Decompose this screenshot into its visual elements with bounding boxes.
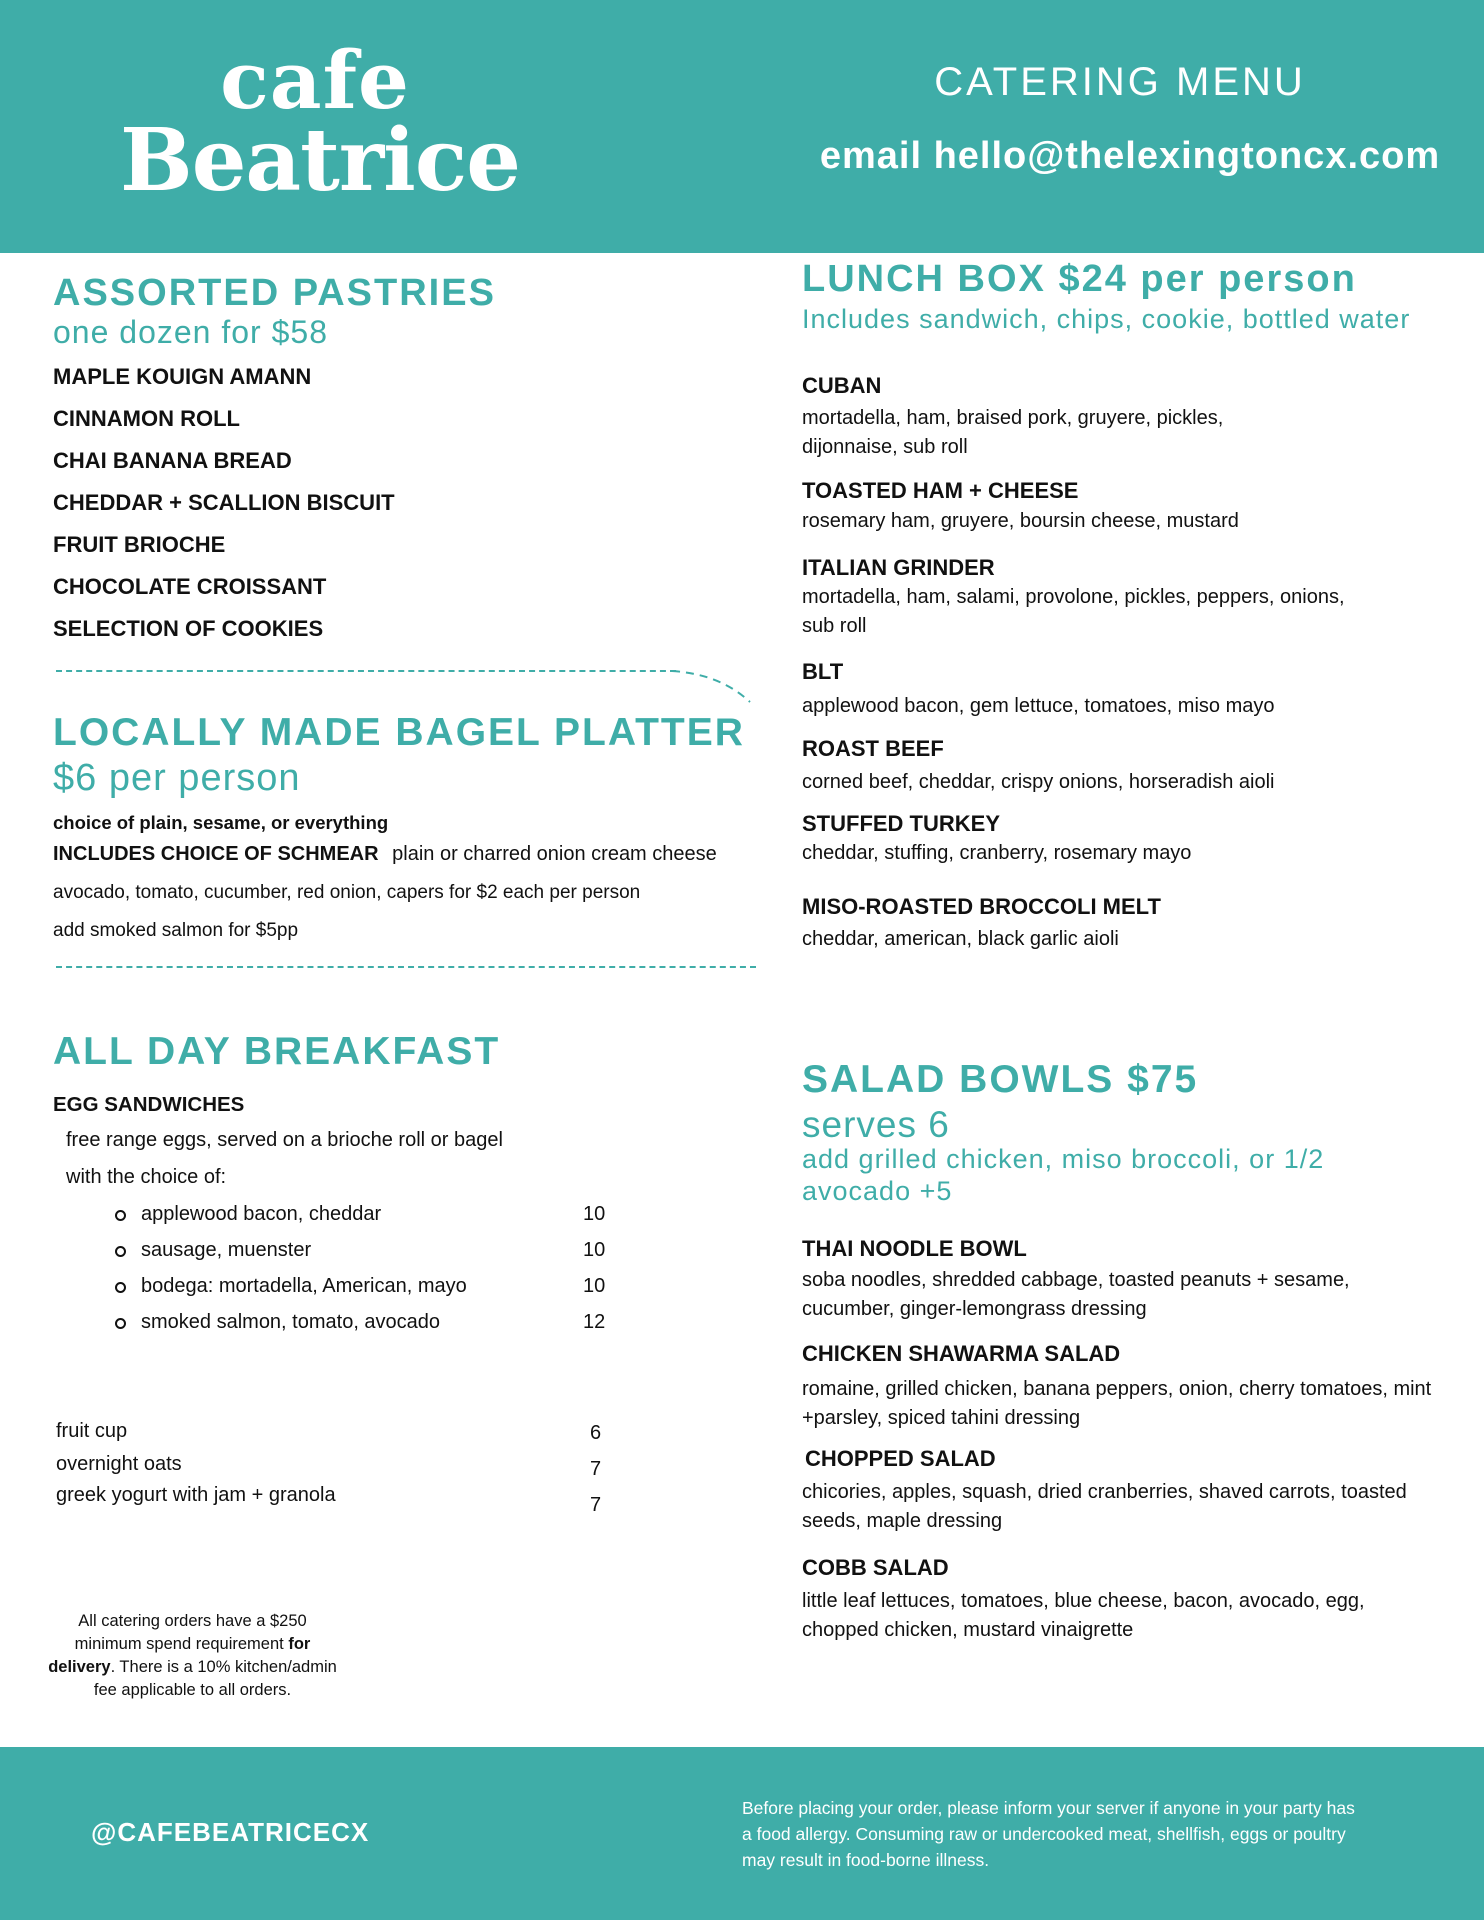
side-item-price: 6 [590,1422,602,1444]
side-item-price: 7 [590,1458,602,1480]
salad-item-name: COBB SALAD [802,1555,949,1580]
list-item: CINNAMON ROLL [53,406,240,431]
salad-item-desc: chicories, apples, squash, dried cranberries, shaved carrots, toasted seeds, maple dressing [802,1481,1407,1532]
logo-line-cafe: cafe [220,33,410,127]
egg-option-price: 10 [583,1239,606,1261]
egg-option-name: sausage, muenster [141,1239,312,1261]
list-item: MAPLE KOUIGN AMANN [53,364,312,389]
pastries-subtitle: one dozen for $58 [53,314,328,350]
list-item: CHOCOLATE CROISSANT [53,574,327,599]
lunch-item-name: ITALIAN GRINDER [802,555,995,580]
note-text: . There is a 10% kitchen/admin fee applicable to all orders. [93,1658,337,1699]
list-item: FRUIT BRIOCHE [53,532,226,557]
egg-option-row [115,1275,635,1305]
bagel-salmon: add smoked salmon for $5pp [53,920,299,941]
side-item-price: 7 [590,1494,602,1516]
bagel-addons: avocado, tomato, cucumber, red onion, capers for $2 each per person [53,882,641,903]
egg-option-price: 10 [583,1275,606,1297]
lunch-item-name: BLT [802,659,844,684]
salad-item-name: THAI NOODLE BOWL [802,1236,1027,1261]
lunch-item-name: STUFFED TURKEY [802,811,1000,836]
cafe-beatrice-logo [120,33,520,211]
divider-curl [670,664,760,714]
egg-option-name: applewood bacon, cheddar [141,1203,382,1225]
bagel-title: LOCALLY MADE BAGEL PLATTER [53,711,745,754]
egg-option-price: 12 [583,1311,606,1333]
schmear-label: INCLUDES CHOICE OF SCHMEAR [53,843,379,865]
side-item-name: overnight oats [56,1453,182,1475]
egg-option-name: smoked salmon, tomato, avocado [141,1311,441,1333]
side-item-name: greek yogurt with jam + granola [56,1484,336,1506]
egg-desc-line1: free range eggs, served on a brioche roll or bagel [66,1129,503,1151]
lunch-item-name: TOASTED HAM + CHEESE [802,478,1079,503]
bullet-icon [115,1318,126,1329]
lunch-item-desc: rosemary ham, gruyere, boursin cheese, mustard [802,510,1239,532]
section-divider [56,966,756,968]
bullet-icon [115,1246,126,1257]
side-item-name: fruit cup [56,1420,128,1442]
list-item: SELECTION OF COOKIES [53,616,324,641]
bullet-icon [115,1282,126,1293]
catering-minimum-note [45,1610,340,1702]
salad-bowls-title: SALAD BOWLS $75 [802,1058,1199,1101]
salad-item-desc: soba noodles, shredded cabbage, toasted peanuts + sesame, cucumber, ginger-lemongrass dressing [802,1269,1350,1320]
egg-desc-line2: with the choice of: [66,1166,227,1188]
salad-item-name: CHICKEN SHAWARMA SALAD [802,1341,1121,1366]
pastries-title: ASSORTED PASTRIES [53,272,496,314]
lunch-item-desc: mortadella, ham, braised pork, gruyere, pickles, dijonnaise, sub roll [802,407,1224,458]
lunch-item-desc: cheddar, american, black garlic aioli [802,928,1119,950]
salad-bowls-addon: add grilled chicken, miso broccoli, or 1/2 avocado +5 [802,1144,1325,1206]
salad-item-desc: little leaf lettuces, tomatoes, blue cheese, bacon, avocado, egg, chopped chicken, mustard vinaigrette [802,1590,1365,1641]
note-text: All catering orders have a $250 minimum spend requirement [74,1612,307,1653]
lunch-item-desc: cheddar, stuffing, cranberry, rosemary mayo [802,842,1192,864]
bagel-choice: choice of plain, sesame, or everything [53,812,389,833]
egg-option-price: 10 [583,1203,606,1225]
lunch-box-title: LUNCH BOX $24 per person [802,258,1357,300]
egg-option-name: bodega: mortadella, American, mayo [141,1275,467,1297]
lunch-item-name: MISO-ROASTED BROCCOLI MELT [802,894,1161,919]
lunch-box-subtitle: Includes sandwich, chips, cookie, bottled water [802,304,1411,334]
logo-line-beatrice: Beatrice [120,110,520,211]
salad-bowls-subtitle: serves 6 [802,1104,950,1145]
lunch-item-desc: mortadella, ham, salami, provolone, pickles, peppers, onions, sub roll [802,586,1345,637]
pastries-list [53,364,395,658]
list-item: CHAI BANANA BREAD [53,448,292,473]
list-item: CHEDDAR + SCALLION BISCUIT [53,490,395,515]
schmear-text: plain or charred onion cream cheese [392,843,717,865]
note-bold: for delivery [48,1635,311,1676]
bullet-icon [115,1210,126,1221]
egg-sandwiches-title: EGG SANDWICHES [53,1093,245,1116]
lunch-item-desc: corned beef, cheddar, crispy onions, horseradish aioli [802,771,1275,793]
lunch-item-name: CUBAN [802,373,882,398]
contact-email[interactable]: email hello@thelexingtoncx.com [819,135,1441,177]
bagel-schmear [53,843,717,866]
bagel-subtitle: $6 per person [53,757,301,799]
instagram-handle[interactable]: @CAFEBEATRICECX [91,1817,370,1847]
breakfast-title: ALL DAY BREAKFAST [53,1030,501,1073]
allergy-notice: Before placing your order, please inform your server if anyone in your party has a food allergy. Consuming raw or undercooked meat, shellfish, eggs or poultry may result in food-borne illness. [742,1798,1355,1870]
salad-item-name: CHOPPED SALAD [805,1446,996,1471]
egg-option-row [115,1311,635,1341]
egg-option-row [115,1239,635,1269]
section-divider [56,670,676,672]
salad-item-desc: romaine, grilled chicken, banana peppers, onion, cherry tomatoes, mint +parsley, spiced tahini dressing [802,1378,1432,1429]
lunch-item-desc: applewood bacon, gem lettuce, tomatoes, miso mayo [802,695,1275,717]
catering-menu-title: CATERING MENU [934,60,1306,104]
lunch-item-name: ROAST BEEF [802,736,944,761]
egg-option-row [115,1203,635,1233]
